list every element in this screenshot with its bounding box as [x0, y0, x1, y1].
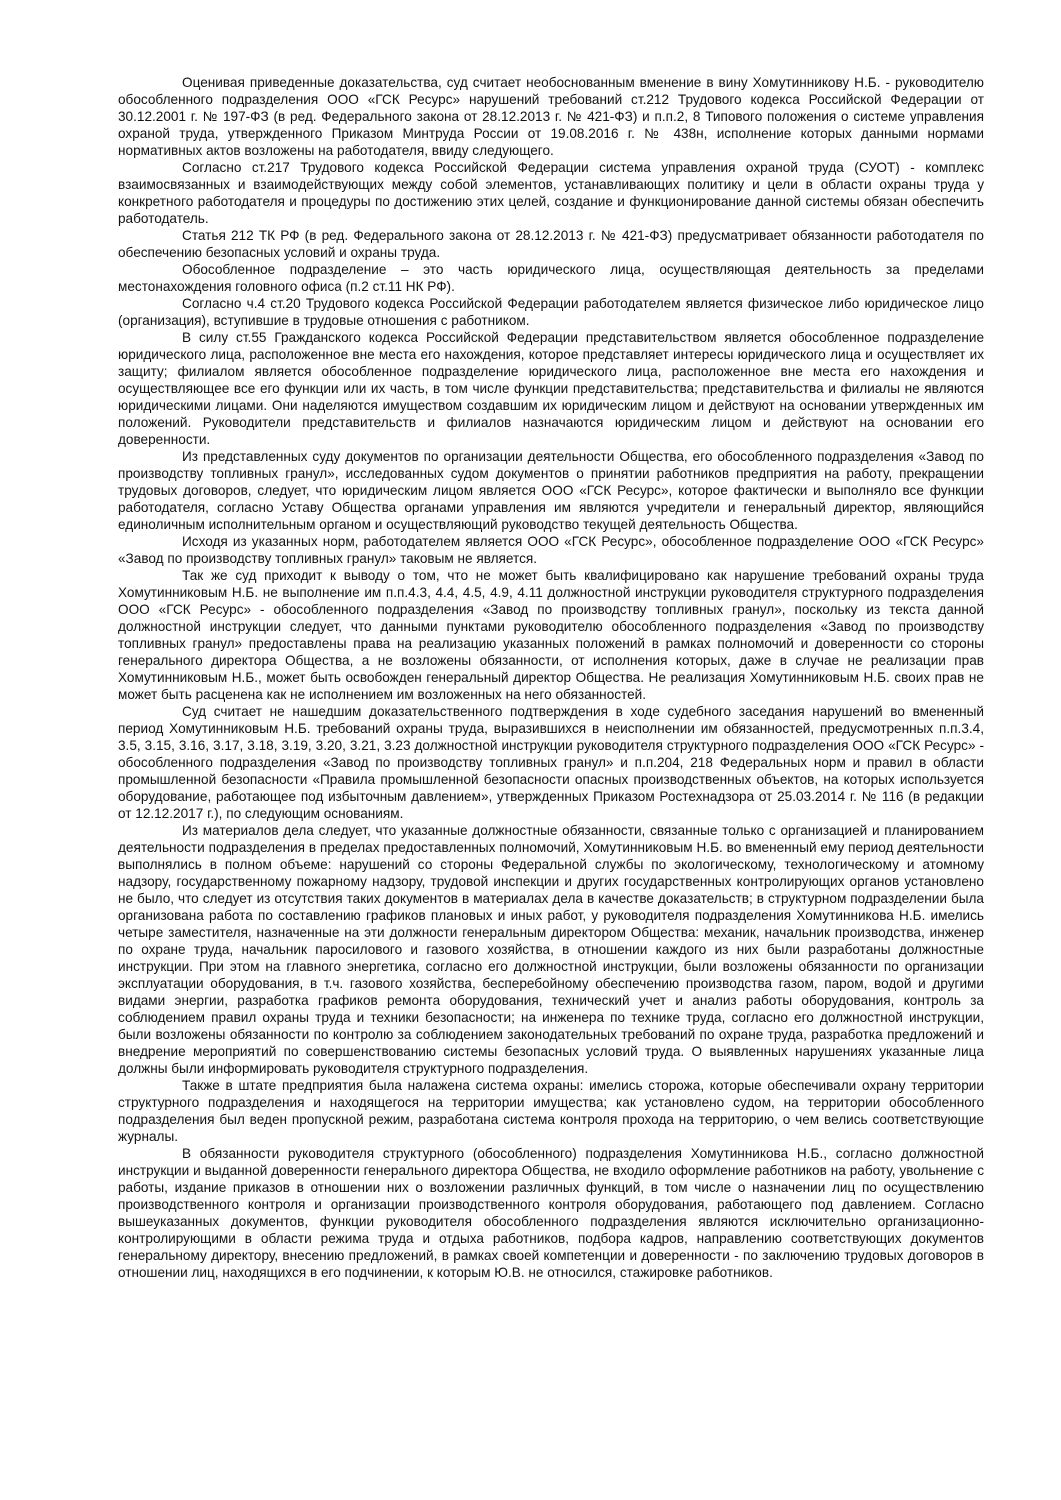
paragraph: Также в штате предприятия была налажена система охраны: имелись сторожа, которые обеспечивали охрану территории структурного подразделения и находящегося на территории имущества; как установлено судом, на территории обособленного подразделения был веден пропускной режим, разработана система контроля прохода на территорию, о чем велись соответствующие журналы.: [118, 1078, 984, 1144]
paragraph: Исходя из указанных норм, работодателем является ООО «ГСК Ресурс», обособленное подразделение ООО «ГСК Ресурс» «Завод по производству топливных гранул» таковым не является.: [118, 534, 984, 566]
paragraph: Обособленное подразделение – это часть юридического лица, осуществляющая деятельность за пределами местонахождения головного офиса (п.2 ст.11 НК РФ).: [118, 262, 984, 294]
paragraph: В обязанности руководителя структурного (обособленного) подразделения Хомутинникова Н.Б., согласно должностной инструкции и выданной доверенности генерального директора Общества, не входило оформление работников на работу, увольнение с работы, издание приказов в отношении них о возложении различных функций, в том числе о назначении лиц по осуществлению производственного контроля и организации производственного контроля оборудования, работающего под давлением. Согласно вышеуказанных документов, функции руководителя обособленного подразделения являются исключительно организационно-контролирующими в области режима труда и отдыха работников, подбора кадров, направлению соответствующих документов генеральному директору, внесению предложений, в рамках своей компетенции и доверенности - по заключению трудовых договоров в отношении лиц, находящихся в его подчинении, к которым Ю.В. не относился, стажировке работников.: [118, 1146, 984, 1280]
document-body: [118, 74, 984, 1281]
paragraph: В силу ст.55 Гражданского кодекса Российской Федерации представительством является обособленное подразделение юридического лица, расположенное вне места его нахождения, которое представляет интересы юридического лица и осуществляет их защиту; филиалом является обособленное подразделение юридического лица, расположенное вне места его нахождения и осуществляющее все его функции или их часть, в том числе функции представительства; представительства и филиалы не являются юридическими лицами. Они наделяются имуществом создавшим их юридическим лицом и действуют на основании утвержденных им положений. Руководители представительств и филиалов назначаются юридическим лицом и действуют на основании его доверенности.: [118, 330, 984, 447]
paragraph: Согласно ст.217 Трудового кодекса Российской Федерации система управления охраной труда (СУОТ) - комплекс взаимосвязанных и взаимодействующих между собой элементов, устанавливающих политику и цели в области охраны труда у конкретного работодателя и процедуры по достижению этих целей, создание и функционирование данной системы обязан обеспечить работодатель.: [118, 160, 984, 226]
paragraph: Статья 212 ТК РФ (в ред. Федерального закона от 28.12.2013 г. № 421-ФЗ) предусматривает обязанности работодателя по обеспечению безопасных условий и охраны труда.: [118, 228, 984, 260]
paragraph: Из материалов дела следует, что указанные должностные обязанности, связанные только с организацией и планированием деятельности подразделения в пределах предоставленных полномочий, Хомутинниковым Н.Б. во вмененный ему период деятельности выполнялись в полном объеме: нарушений со стороны Федеральной службы по экологическому, технологическому и атомному надзору, государственному пожарному надзору, трудовой инспекции и других государственных контролирующих органов установлено не было, что следует из отсутствия таких документов в материалах дела в качестве доказательств; в структурном подразделении была организована работа по составлению графиков плановых и иных работ, у руководителя подразделения Хомутинникова Н.Б. имелись четыре заместителя, назначенные на эти должности генеральным директором Общества: механик, начальник производства, инженер по охране труда, начальник паросилового и газового хозяйства, в отношении каждого из них были разработаны должностные инструкции. При этом на главного энергетика, согласно его должностной инструкции, были возложены обязанности по организации эксплуатации оборудования, в т.ч. газового хозяйства, бесперебойному обеспечению производства газом, паром, водой и другими видами энергии, разработка графиков ремонта оборудования, технический учет и анализ работы оборудования, контроль за соблюдением правил охраны труда и техники безопасности; на инженера по технике труда, согласно его должностной инструкции, были возложены обязанности по контролю за соблюдением законодательных требований по охране труда, разработка предложений и внедрение мероприятий по совершенствованию системы безопасных условий труда. О выявленных нарушениях указанные лица должны были информировать руководителя структурного подразделения.: [118, 823, 984, 1076]
paragraph: Из представленных суду документов по организации деятельности Общества, его обособленного подразделения «Завод по производству топливных гранул», исследованных судом документов о принятии работников предприятия на работу, прекращении трудовых договоров, следует, что юридическим лицом является ООО «ГСК Ресурс», которое фактически и выполняло все функции работодателя, согласно Уставу Общества органами управления им являются учредители и генеральный директор, являющийся единоличным исполнительным органом и осуществляющий руководство текущей деятельность Общества.: [118, 449, 984, 532]
paragraph: Суд считает не нашедшим доказательственного подтверждения в ходе судебного заседания нарушений во вмененный период Хомутинниковым Н.Б. требований охраны труда, выразившихся в неисполнении им обязанностей, предусмотренных п.п.3.4, 3.5, 3.15, 3.16, 3.17, 3.18, 3.19, 3.20, 3.21, 3.23 должностной инструкции руководителя структурного подразделения ООО «ГСК Ресурс» - обособленного подразделения «Завод по производству топливных гранул» и п.п.204, 218 Федеральных норм и правил в области промышленной безопасности «Правила промышленной безопасности опасных производственных объектов, на которых используется оборудование, работающее под избыточным давлением», утвержденных Приказом Ростехнадзора от 25.03.2014 г. № 116 (в редакции от 12.12.2017 г.), по следующим основаниям.: [118, 704, 984, 821]
paragraph: Так же суд приходит к выводу о том, что не может быть квалифицировано как нарушение требований охраны труда Хомутинниковым Н.Б. не выполнение им п.п.4.3, 4.4, 4.5, 4.9, 4.11 должностной инструкции руководителя структурного подразделения ООО «ГСК Ресурс» - обособленного подразделения «Завод по производству топливных гранул», поскольку из текста данной должностной инструкции следует, что данными пунктами руководителю обособленного подразделения «Завод по производству топливных гранул» предоставлены права на реализацию указанных положений в рамках полномочий и доверенности со стороны генерального директора Общества, а не возложены обязанности, от исполнения которых, даже в случае не реализации прав Хомутинниковым Н.Б., может быть освобожден генеральный директор Общества. Не реализация Хомутинниковым Н.Б. своих прав не может быть расценена как не исполнением им возложенных на него обязанностей.: [118, 568, 984, 702]
paragraph: Согласно ч.4 ст.20 Трудового кодекса Российской Федерации работодателем является физическое либо юридическое лицо (организация), вступившие в трудовые отношения с работником.: [118, 296, 984, 328]
paragraph: Оценивая приведенные доказательства, суд считает необоснованным вменение в вину Хомутинникову Н.Б. - руководителю обособленного подразделения ООО «ГСК Ресурс» нарушений требований ст.212 Трудового кодекса Российской Федерации от 30.12.2001 г. № 197-ФЗ (в ред. Федерального закона от 28.12.2013 г. № 421-ФЗ) и п.п.2, 8 Типового положения о системе управления охраной труда, утвержденного Приказом Минтруда России от 19.08.2016 г. № 438н, исполнение которых данными нормами нормативных актов возложены на работодателя, ввиду следующего.: [118, 75, 984, 158]
